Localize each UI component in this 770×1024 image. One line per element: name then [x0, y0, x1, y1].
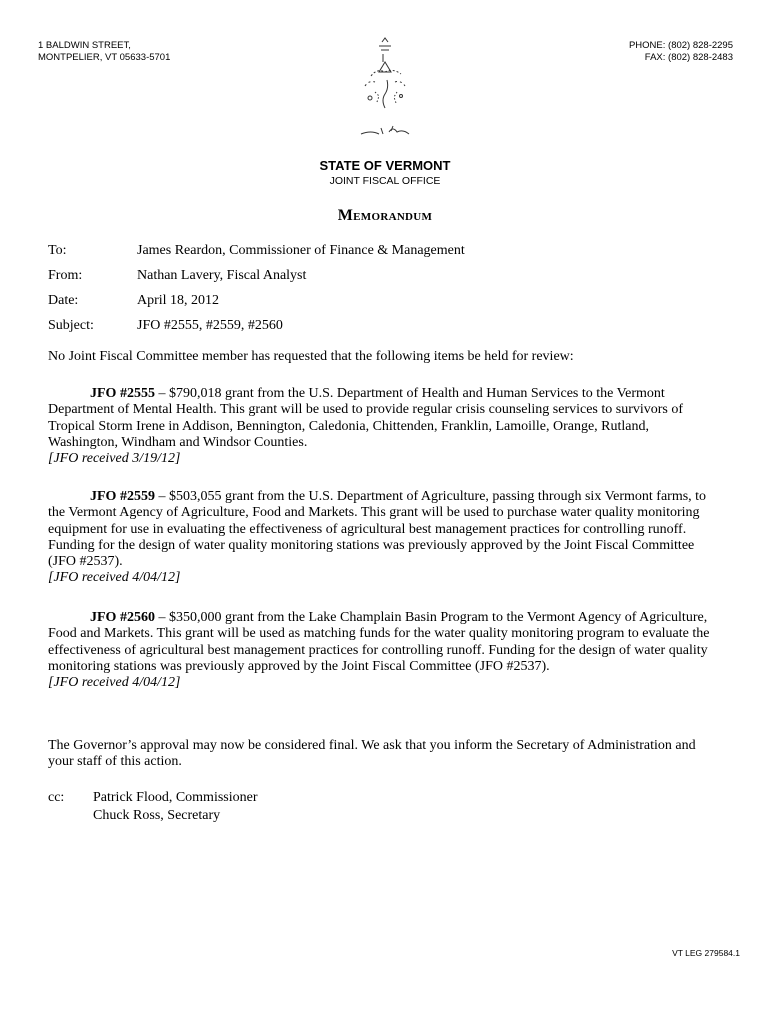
memo-from-value: Nathan Lavery, Fiscal Analyst: [137, 268, 307, 283]
jfo-item-2555: [48, 386, 720, 467]
letterhead-address: [38, 40, 170, 64]
cc-recipient: Patrick Flood, Commissioner: [93, 790, 258, 805]
jfo-item-received: [JFO received 4/04/12]: [48, 570, 181, 586]
memo-to-label: To:: [48, 243, 67, 258]
jfo-item-text: [48, 489, 720, 570]
agency-name: STATE OF VERMONT: [319, 158, 451, 173]
memo-intro-text: No Joint Fiscal Committee member has requested that the following items be held for review:: [48, 349, 574, 364]
jfo-item-description: – $350,000 grant from the Lake Champlain Basin Program to the Vermont Agency of Agriculture, Food and Markets. This grant will be used as matching funds for the water quality monitoring program to evaluate the effectiveness of agricultural best management practices for controlling runoff. Funding for the design of water quality monitoring stations was previously approved by the Joint Fiscal Committee (JFO #2537).: [48, 610, 710, 674]
memo-to-value: James Reardon, Commissioner of Finance & Management: [137, 243, 465, 258]
cc-label: cc:: [48, 790, 65, 805]
jfo-item-description: – $503,055 grant from the U.S. Department of Agriculture, passing through six Vermont farms, to the Vermont Agency of Agriculture, Food and Markets. This grant will be used to purchase water quality monitoring equipment for use in evaluating the effectiveness of agricultural best management practices for controlling runoff. Funding for the design of water quality monitoring stations was previously approved by the Joint Fiscal Committee (JFO #2537).: [48, 489, 707, 570]
vermont-state-seal-icon: [335, 36, 435, 146]
jfo-item-text: [48, 610, 720, 675]
cc-recipient: Chuck Ross, Secretary: [93, 808, 221, 823]
phone-number: PHONE: (802) 828-2295: [628, 40, 733, 51]
memo-subject-value: JFO #2555, #2559, #2560: [137, 318, 283, 333]
jfo-received-date: 4/04/12: [132, 675, 175, 691]
memo-closing-text: The Governor’s approval may now be considered final. We ask that you inform the Secretary of Administration and your staff of this action.: [48, 738, 696, 770]
jfo-received-date: 3/19/12: [132, 451, 175, 467]
jfo-item-id: JFO #2560: [90, 610, 155, 625]
jfo-item-description: – $790,018 grant from the U.S. Department of Health and Human Services to the Vermont Department of Mental Health. This grant will be used to provide regular crisis counseling services to survivors of Tropical Storm Irene in Addison, Bennington, Caledonia, Chittenden, Franklin, Lamoille, Orange, Rutland, Washington, Windham and Windsor Counties.: [48, 386, 684, 450]
memo-from-label: From:: [48, 268, 83, 283]
memo-closing: [48, 738, 720, 771]
letterhead-contact: [629, 40, 733, 64]
address-city: MONTPELIER, VT 05633-5701: [38, 52, 171, 63]
memo-intro: [48, 349, 720, 365]
jfo-item-2559: [48, 489, 720, 587]
address-street: 1 BALDWIN STREET,: [38, 40, 131, 51]
jfo-received-label: JFO received: [53, 675, 133, 691]
jfo-received-label: JFO received: [53, 570, 133, 586]
memo-subject-label: Subject:: [48, 318, 94, 333]
memo-title: Memorandum: [337, 207, 433, 224]
memo-date-label: Date:: [48, 293, 79, 308]
document-code: VT LEG 279584.1: [672, 948, 740, 958]
jfo-received-date: 4/04/12: [132, 570, 175, 586]
memo-date-value: April 18, 2012: [137, 293, 220, 308]
jfo-item-id: JFO #2555: [90, 386, 155, 401]
jfo-item-received: [JFO received 4/04/12]: [48, 675, 181, 691]
fax-number: FAX: (802) 828-2483: [644, 52, 733, 63]
jfo-item-text: [48, 386, 720, 451]
jfo-received-label: JFO received: [53, 451, 133, 467]
cc-recipients: [93, 789, 258, 825]
jfo-item-received: [JFO received 3/19/12]: [48, 451, 181, 467]
jfo-item-id: JFO #2559: [90, 489, 155, 504]
jfo-item-2560: [48, 610, 720, 691]
agency-office: JOINT FISCAL OFFICE: [329, 175, 441, 187]
